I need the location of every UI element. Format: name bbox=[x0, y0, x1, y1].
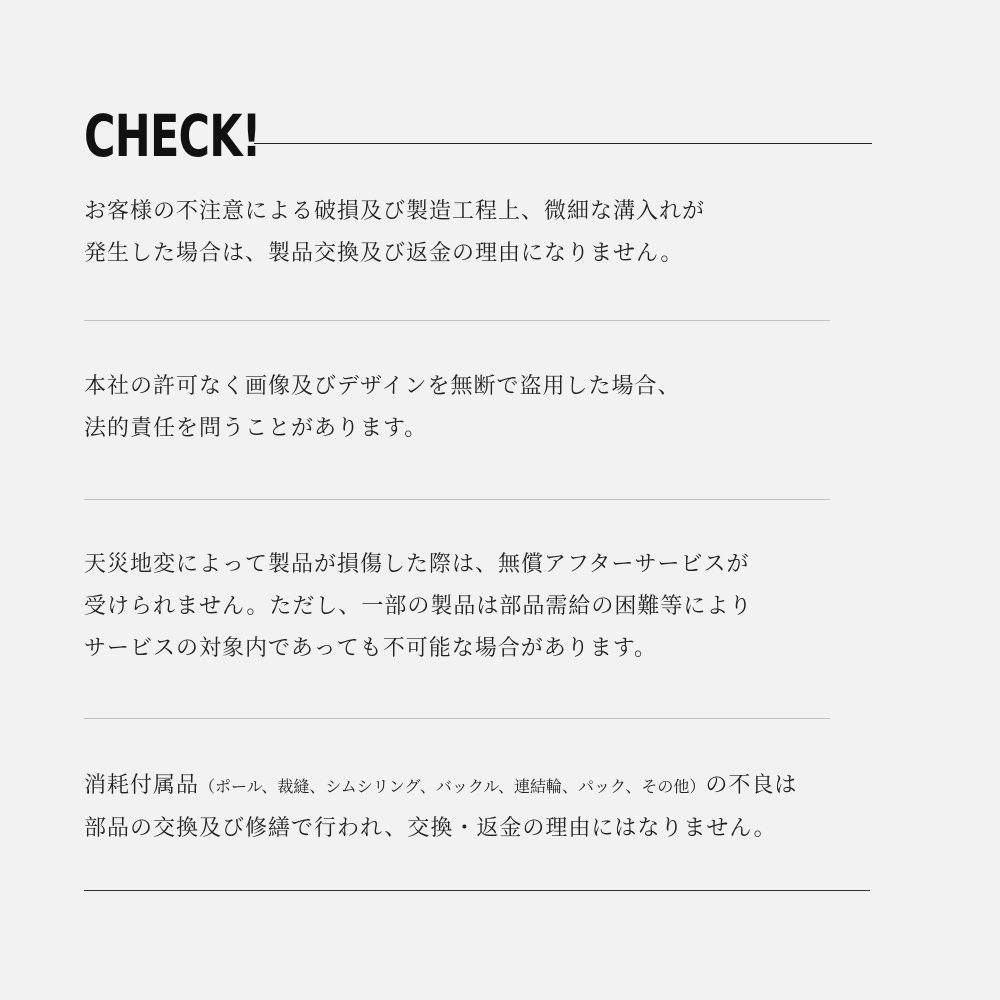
notice-disaster bbox=[84, 544, 752, 670]
notice-consumables-line-2: 部品の交換及び修繕で行われ、交換・返金の理由にはなりません。 bbox=[84, 816, 777, 841]
notice-damage-line-2: 発生した場合は、製品交換及び返金の理由になりません。 bbox=[84, 241, 684, 266]
divider-2 bbox=[84, 499, 830, 500]
notice-disaster-line-3: サービスの対象内であっても不可能な場合があります。 bbox=[84, 636, 658, 661]
divider-1 bbox=[84, 320, 830, 321]
check-heading: CHECK! bbox=[84, 102, 261, 170]
notice-copyright-line-2: 法的責任を問うことがあります。 bbox=[84, 416, 428, 441]
notice-copyright-line-1: 本社の許可なく画像及びデザインを無断で盗用した場合、 bbox=[84, 374, 681, 399]
divider-bottom bbox=[84, 890, 870, 891]
notice-damage bbox=[84, 191, 705, 275]
notice-disaster-line-2: 受けられません。ただし、一部の製品は部品需給の困難等により bbox=[84, 594, 753, 619]
notice-disaster-line-1: 天災地変によって製品が損傷した際は、無償アフターサービスが bbox=[84, 552, 750, 577]
divider-3 bbox=[84, 718, 830, 719]
consumables-ending: の不良は bbox=[705, 773, 798, 798]
notice-copyright bbox=[84, 366, 680, 450]
consumables-parenthetical: （ポール、裁縫、シムシリング、バックル、連結輪、パック、その他） bbox=[199, 777, 706, 796]
consumables-label: 消耗付属品 bbox=[84, 773, 200, 798]
heading-rule bbox=[254, 143, 872, 144]
notice-damage-line-1: お客様の不注意による破損及び製造工程上、微細な溝入れが bbox=[84, 199, 706, 224]
notice-consumables bbox=[84, 765, 797, 850]
notice-consumables-line-1 bbox=[84, 765, 797, 808]
